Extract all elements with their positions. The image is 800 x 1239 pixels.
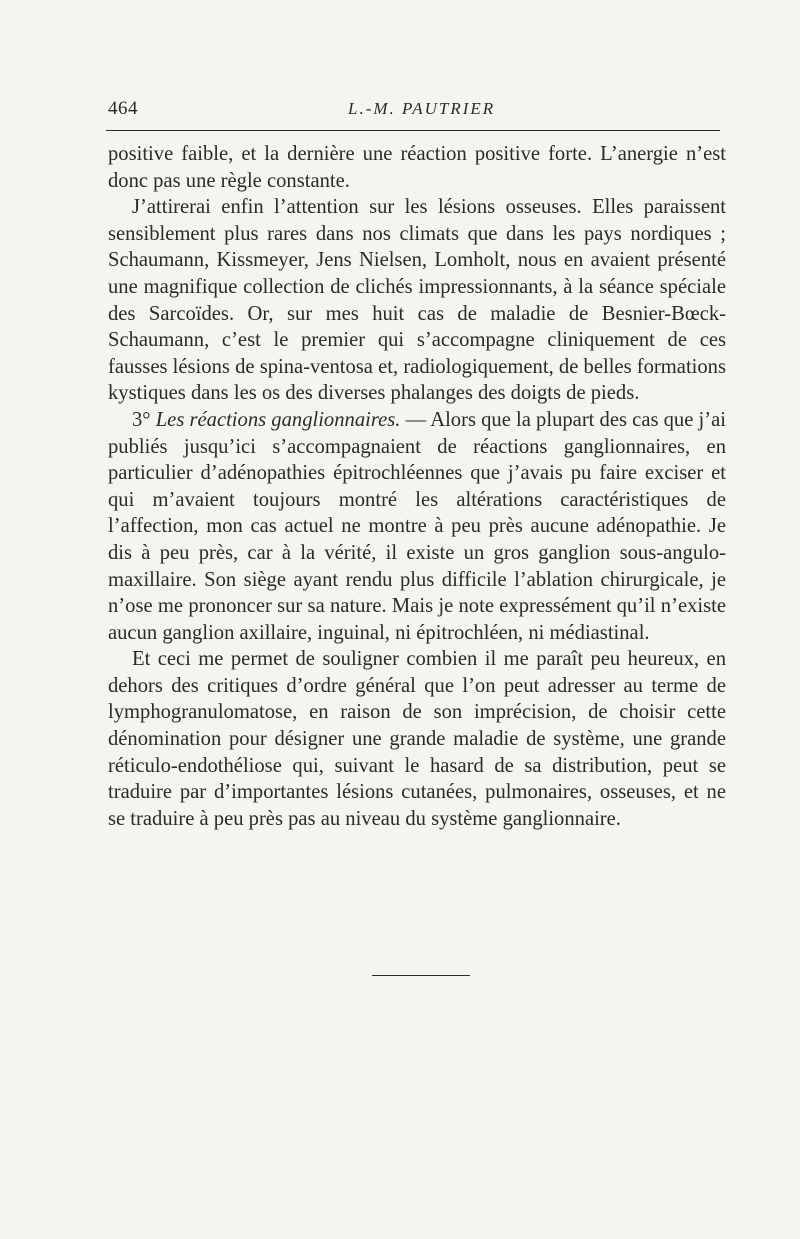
header-rule — [106, 130, 720, 131]
end-rule — [372, 975, 470, 976]
paragraph-3-text: — Alors que la plupart des cas que j’ai publiés jusqu’ici s’accompagnaient de réactions ganglionnaires, en particulier d’adénopathies épitrochléennes que j’avais pu faire exciser et qui m’avaient toujours montré les altérations caractéristiques de l’affection, mon cas actuel ne montre à peu près aucune adénopathie. Je dis à peu près, car à la vérité, il existe un gros ganglion sous-angulo-maxillaire. Son siège ayant rendu plus difficile l’ablation chirurgicale, je n’ose me prononcer sur sa nature. Mais je note expressément qu’il n’existe aucun ganglion axillaire, inguinal, ni épitrochléen, ni médiastinal. — [108, 408, 726, 644]
body-text — [108, 141, 726, 832]
section-number: 3° — [132, 408, 151, 431]
running-head: L.-M. PAUTRIER — [348, 99, 496, 118]
paragraph-4: Et ceci me permet de souligner combien il me paraît peu heureux, en dehors des critiques d’ordre général que l’on peut adresser au terme de lymphogranulomatose, en raison de son imprécision, de choisir cette dénomination pour désigner une grande maladie de système, une grande réticulo-endothéliose qui, suivant le hasard de sa distribution, peut se traduire par d’importantes lésions cutanées, pulmonaires, osseuses, et ne se traduire à peu près pas au niveau du système ganglionnaire. — [108, 648, 726, 830]
paragraph-1: positive faible, et la dernière une réaction positive forte. L’anergie n’est donc pas une règle constante. — [108, 143, 726, 192]
section-heading: Les réactions ganglionnaires. — [155, 408, 401, 431]
page-number: 464 — [108, 98, 138, 119]
paragraph-3 — [108, 407, 726, 646]
paragraph-2: J’attirerai enfin l’attention sur les lésions osseuses. Elles paraissent sensiblement plus rares dans nos climats que dans les pays nordiques ; Schaumann, Kissmeyer, Jens Nielsen, Lomholt, nous en avaient présenté une magnifique collection de clichés impressionnants, à la séance spéciale des Sarcoïdes. Or, sur mes huit cas de maladie de Besnier-Bœck-Schaumann, c’est le premier qui s’accompagne cliniquement de ces fausses lésions de spina-ventosa et, radiologiquement, de belles formations kystiques dans les os des diverses phalanges des doigts de pieds. — [108, 196, 726, 405]
